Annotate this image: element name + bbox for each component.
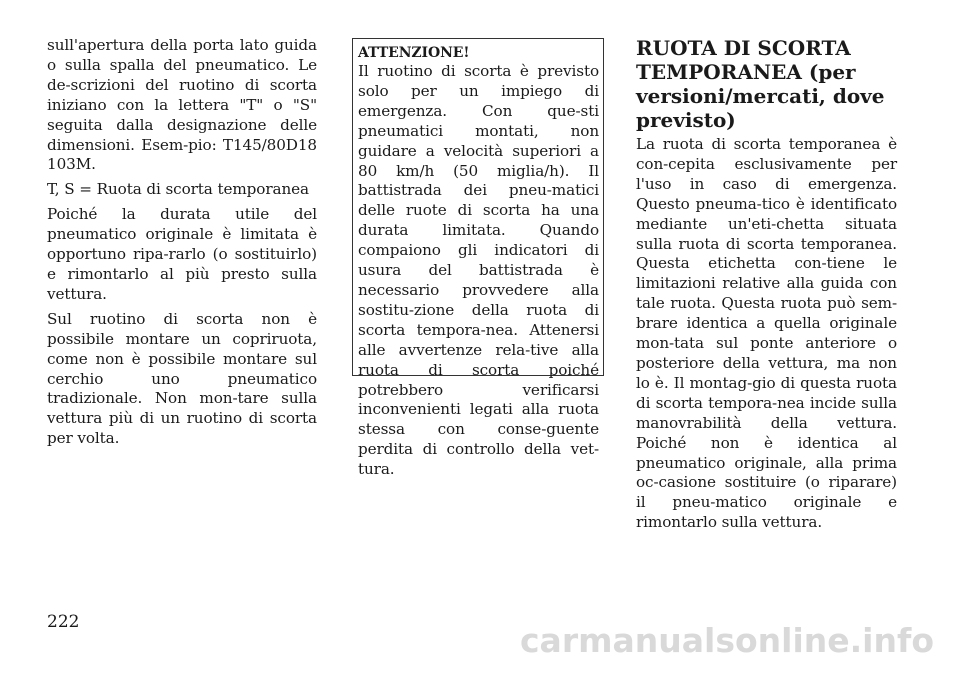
paragraph: Poiché la durata utile del pneumatico originale è limitata è opportuno ripa-rarlo (o sostituirlo) e rimontarlo al più presto sulla vettura.	[47, 205, 317, 303]
section-heading: RUOTA DI SCORTA TEMPORANEA (per versioni/mercati, dove previsto)	[636, 36, 885, 132]
section-body: La ruota di scorta temporanea è con-cepita esclusivamente per l'uso in caso di emergenza. Questo pneuma-tico è identificato mediante un'eti-chetta situata sulla ruota di scorta temporanea. Questa etichetta con-tiene le limitazioni relative alla guida con tale ruota. Questa ruota può sem-brare identica a quella originale mon-tata sul ponte anteriore o posteriore della vettura, ma non lo è. Il montag-gio di questa ruota di scorta tempora-nea incide sulla manovrabilità della vettura. Poiché non è identica al pneumatico originale, alla prima oc-casione sostituire (o riparare) il pneu-matico originale e rimontarlo sulla vettura.	[636, 135, 897, 532]
watermark[interactable]: carmanualsonline.info	[520, 621, 934, 660]
warning-title: ATTENZIONE!	[358, 45, 470, 61]
paragraph: sull'apertura della porta lato guida o sulla spalla del pneumatico. Le de-scrizioni del ruotino di scorta iniziano con la lettera "T" o "S" seguita dalla designazione delle dimensioni. Esem-pio: T145/80D18 103M.	[47, 36, 317, 174]
warning-text: Il ruotino di scorta è previsto solo per un impiego di emergenza. Con que-sti pneumatici montati, non guidare a velocità superiori a 80 km/h (50 miglia/h). Il battistrada dei pneu-matici delle ruote di scorta ha una durata limitata. Quando compaiono gli indicatori di usura del battistrada è necessario provvedere alla sostitu-zione della ruota di scorta tempora-nea. Attenersi alle avvertenze rela-tive alla ruota di scorta poiché potrebbero verificarsi inconvenienti legati alla ruota stessa con conse-guente perdita di controllo della vet-tura.	[358, 62, 599, 479]
paragraph: T, S = Ruota di scorta temporanea	[47, 180, 309, 199]
warning-box	[352, 38, 604, 479]
page-number: 222	[47, 612, 80, 632]
right-column	[636, 36, 897, 538]
paragraph: Sul ruotino di scorta non è possibile montare un copriruota, come non è possibile montare sul cerchio uno pneumatico tradizionale. Non mon-tare sulla vettura più di un ruotino di scorta per volta.	[47, 309, 317, 448]
left-column	[47, 36, 317, 454]
